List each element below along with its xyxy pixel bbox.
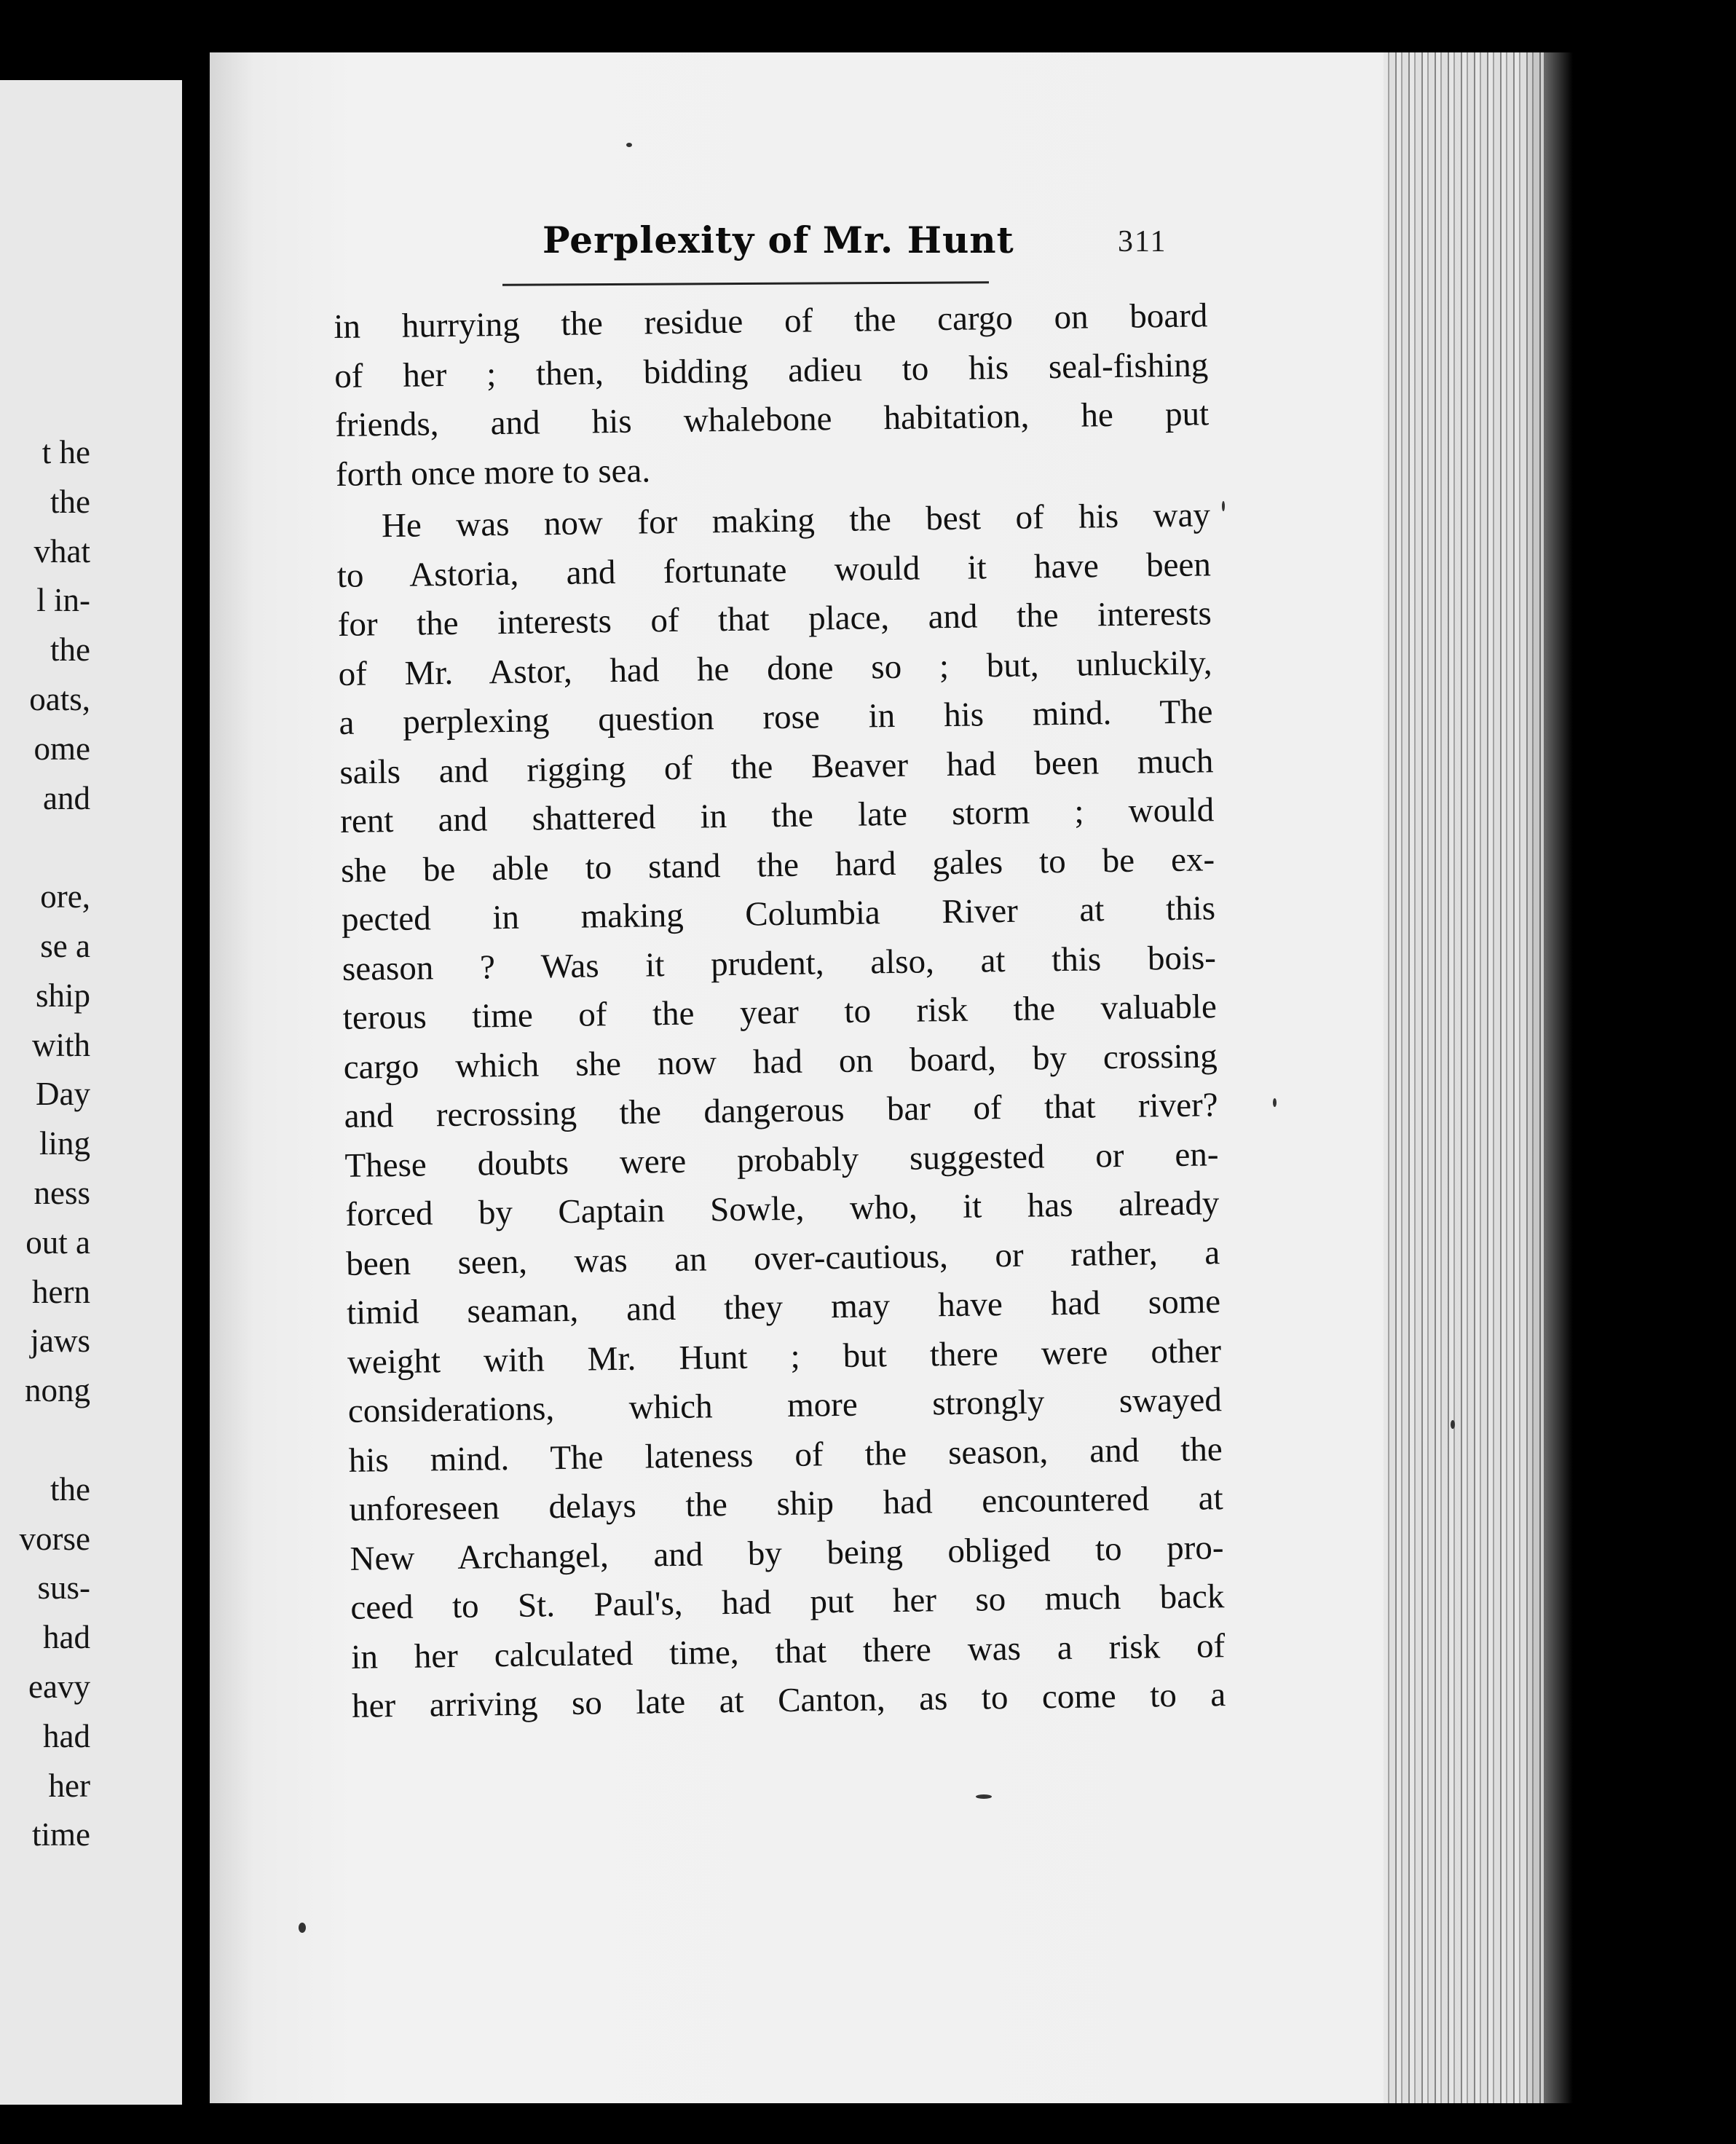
text-line: New Archangel, and by being obliged to pro-: [350, 1528, 1224, 1578]
text-line: she be able to stand the hard gales to be ex-: [340, 840, 1215, 890]
text-line: These doubts were probably suggested or en-: [344, 1135, 1219, 1185]
left-fragment: her: [48, 1767, 90, 1804]
text-line: forced by Captain Sowle, who, it has already: [345, 1184, 1220, 1234]
left-fragment: se a: [40, 927, 90, 964]
dust-speck: [1222, 501, 1225, 511]
dust-speck: [1451, 1420, 1455, 1429]
text-line: been seen, was an over-cautious, or rather, a: [345, 1233, 1220, 1283]
dust-speck: [976, 1794, 992, 1799]
left-fragment: vhat: [33, 532, 90, 570]
book-gutter: [182, 0, 210, 2144]
text-line: sails and rigging of the Beaver had been much: [339, 741, 1214, 792]
left-fragment: had: [43, 1717, 90, 1754]
left-fragment: t he: [42, 434, 90, 470]
left-fragment: ship: [35, 977, 90, 1014]
text-line: in her calculated time, that there was a risk of: [350, 1626, 1226, 1676]
text-line: a perplexing question rose in his mind. The: [339, 693, 1213, 742]
left-fragment: oats,: [29, 680, 90, 717]
left-fragment: eavy: [28, 1668, 90, 1705]
text-line: timid seaman, and they may have had some: [346, 1282, 1221, 1332]
left-fragment: with: [31, 1026, 90, 1063]
left-fragment: sus-: [37, 1569, 90, 1607]
left-fragment: jaws: [30, 1323, 90, 1360]
text-line: considerations, which more strongly swayed: [347, 1381, 1223, 1430]
running-head: Perplexity of Mr. Hunt: [542, 218, 1014, 261]
text-line: forth once more to sea.: [335, 451, 651, 494]
text-line: cargo which she now had on board, by crossing: [343, 1036, 1218, 1087]
page-number: 311: [1118, 225, 1167, 259]
left-fragment: time: [32, 1816, 90, 1853]
left-fragment: [20, 823, 90, 872]
text-line: friends, and his whalebone habitation, he put: [334, 395, 1210, 444]
left-fragment: out a: [25, 1223, 90, 1261]
text-line: pected in making Columbia River at this: [341, 889, 1216, 939]
left-fragment: ore,: [40, 878, 90, 915]
dust-speck: [1273, 1098, 1277, 1107]
text-line: to Astoria, and fortunate would it have been: [336, 545, 1212, 595]
text-line: his mind. The lateness of the season, and the: [348, 1430, 1223, 1480]
left-fragment: ness: [33, 1174, 90, 1211]
text-line: ceed to St. Paul's, had put her so much back: [350, 1577, 1225, 1627]
left-fragment: the: [50, 483, 90, 520]
text-line: season ? Was it prudent, also, at this bois-: [342, 938, 1217, 988]
text-line: of her ; then, bidding adieu to his seal-fishing: [334, 345, 1209, 395]
left-fragment: ome: [33, 730, 90, 767]
left-fragment: l in-: [36, 582, 90, 619]
left-fragment: and: [43, 779, 90, 816]
left-facing-page: [0, 80, 182, 2105]
text-line: in hurrying the residue of the cargo on board: [334, 296, 1208, 346]
dust-speck: [626, 143, 632, 147]
text-line: and recrossing the dangerous bar of that river?: [344, 1086, 1218, 1135]
left-fragment: the: [50, 631, 90, 669]
text-line: weight with Mr. Hunt ; but there were other: [347, 1331, 1222, 1382]
page-edges: [1384, 52, 1558, 2103]
left-fragment: the: [50, 1470, 90, 1508]
left-fragment: ling: [39, 1125, 90, 1162]
dust-speck: [299, 1923, 306, 1933]
text-line: rent and shattered in the late storm ; would: [339, 791, 1215, 840]
text-line: terous time of the year to risk the valuable: [342, 988, 1218, 1037]
left-fragment: had: [43, 1619, 90, 1656]
text-line: her arriving so late at Canton, as to come to a: [351, 1676, 1226, 1725]
body-text: [334, 291, 1226, 1731]
text-line: of Mr. Astor, had he done so ; but, unluckily,: [338, 643, 1212, 693]
left-page-text-fragments: [20, 428, 90, 1860]
text-line: He was now for making the best of his way: [381, 496, 1211, 545]
text-line: for the interests of that place, and the interests: [337, 594, 1212, 644]
left-fragment: hern: [32, 1273, 90, 1310]
left-fragment: nong: [25, 1372, 90, 1409]
left-fragment: [20, 1416, 90, 1465]
left-fragment: vorse: [19, 1520, 90, 1557]
text-line: unforeseen delays the ship had encountered at: [349, 1479, 1223, 1529]
page-edges-shadow: [1544, 52, 1573, 2103]
left-fragment: Day: [36, 1076, 90, 1113]
